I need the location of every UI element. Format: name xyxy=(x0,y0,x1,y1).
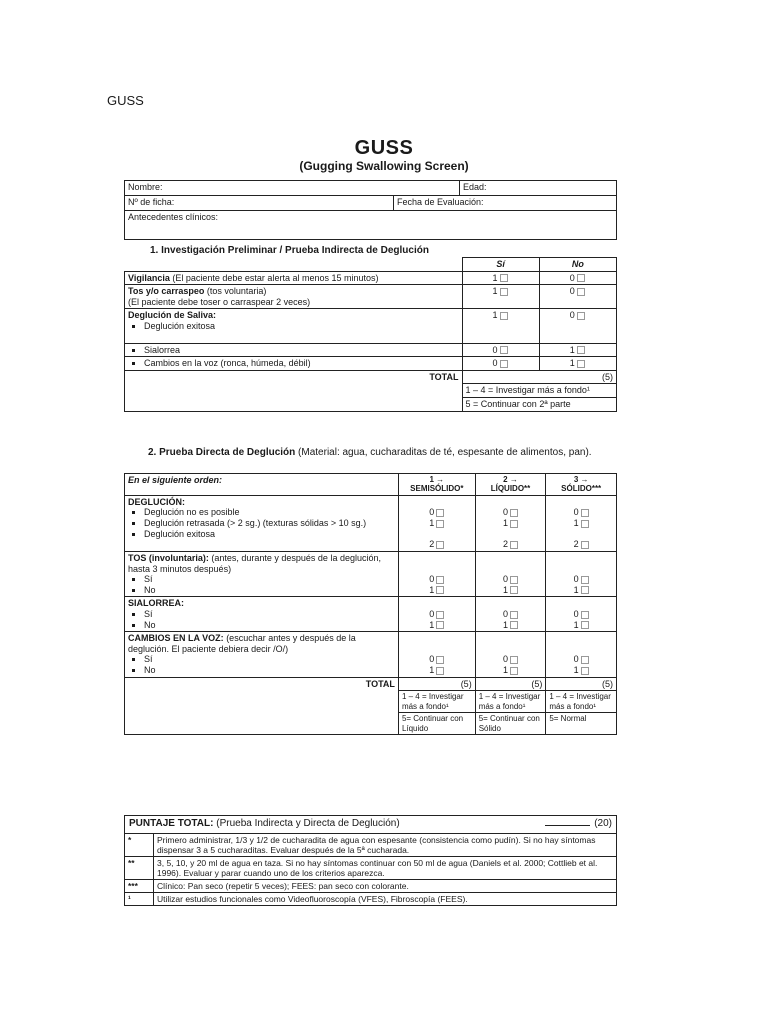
value: 1 xyxy=(429,584,435,595)
checkbox[interactable] xyxy=(581,509,589,517)
checkbox[interactable] xyxy=(510,586,518,594)
section1-heading: 1. Investigación Preliminar / Prueba Indirecta de Deglución xyxy=(150,245,429,256)
vigilancia-text: (El paciente debe estar alerta al menos 15 minutos) xyxy=(172,272,379,283)
puntaje-value: (20) xyxy=(594,818,612,829)
value: 0 xyxy=(503,654,509,665)
puntaje-total xyxy=(124,815,617,833)
checkbox[interactable] xyxy=(581,656,589,664)
result-continue: 5= Continuar con Líquido xyxy=(398,713,475,735)
checkbox[interactable] xyxy=(577,288,585,296)
value: 1 xyxy=(573,665,579,676)
voz-heading: CAMBIOS EN LA VOZ: xyxy=(128,633,224,644)
document-title: GUSS xyxy=(354,137,414,159)
checkbox[interactable] xyxy=(510,520,518,528)
option-si: ▪ Sí xyxy=(144,574,395,585)
vigilancia-row xyxy=(125,271,463,285)
checkbox[interactable] xyxy=(577,312,585,320)
value: 0 xyxy=(573,608,579,619)
checkbox[interactable] xyxy=(500,288,508,296)
note-text: Primero administrar, 1/3 y 1/2 de cucharadita de agua con espesante (consistencia como pudín). Si no hay síntomas dispensar 3 a 5 cucharaditas. Evaluar después de la 5ª cucharada. xyxy=(154,834,617,857)
section2-total-value: (5) xyxy=(398,677,475,691)
value: 0 xyxy=(429,654,435,665)
saliva-item: ▪ Cambios en la voz (ronca, húmeda, débil) xyxy=(144,358,459,369)
checkbox[interactable] xyxy=(581,667,589,675)
sialorrea-heading: SIALORREA: xyxy=(128,598,184,609)
notes-table xyxy=(124,833,617,906)
result-investigate: 1 – 4 = Investigar más a fondo¹ xyxy=(475,691,546,713)
value: 1 xyxy=(503,619,509,630)
checkbox[interactable] xyxy=(436,667,444,675)
col1-label: SEMISÓLIDO* xyxy=(410,484,464,494)
section2-total-label: TOTAL xyxy=(125,677,399,734)
checkbox[interactable] xyxy=(500,346,508,354)
checkbox[interactable] xyxy=(510,621,518,629)
section1-result-2: 5 = Continuar con 2ª parte xyxy=(462,398,616,412)
value: 1 xyxy=(429,619,435,630)
checkbox[interactable] xyxy=(500,312,508,320)
result-investigate: 1 – 4 = Investigar más a fondo¹ xyxy=(546,691,617,713)
voz-description: (escuchar antes y después de la deglución. El paciente debiera decir /O/) xyxy=(128,633,356,654)
document-subtitle: (Gugging Swallowing Screen) xyxy=(299,159,469,173)
col3-label: SÓLIDO*** xyxy=(561,484,602,494)
note-symbol: * xyxy=(125,834,154,857)
note-text: Utilizar estudios funcionales como Videofluoroscopía (VFES), Fibroscopía (FEES). xyxy=(154,893,617,906)
value: 0 xyxy=(429,507,435,518)
section2-heading-bold: 2. Prueba Directa de Deglución xyxy=(148,447,296,458)
orden-label: En el siguiente orden: xyxy=(125,474,399,496)
tos-row xyxy=(125,285,463,309)
section2-total-value: (5) xyxy=(475,677,546,691)
deglucion-item: ▪ Deglución no es posible xyxy=(144,507,395,518)
result-investigate: 1 – 4 = Investigar más a fondo¹ xyxy=(398,691,475,713)
fecha-field: Fecha de Evaluación: xyxy=(394,196,617,211)
checkbox[interactable] xyxy=(577,346,585,354)
value: 0 xyxy=(569,272,575,283)
value: 1 xyxy=(573,518,579,529)
value: 0 xyxy=(429,574,435,585)
col-si: Sí xyxy=(462,258,539,272)
col1-step: 1 → xyxy=(429,475,445,484)
value: 0 xyxy=(429,608,435,619)
deglucion-item: ▪ Deglución exitosa xyxy=(144,529,395,540)
patient-info-table xyxy=(124,180,617,240)
value: 1 xyxy=(503,518,509,529)
value: 1 xyxy=(573,619,579,630)
checkbox[interactable] xyxy=(510,576,518,584)
result-continue: 5= Continuar con Sólido xyxy=(475,713,546,735)
edad-field: Edad: xyxy=(460,181,617,196)
puntaje-text: (Prueba Indirecta y Directa de Deglución) xyxy=(216,818,400,829)
checkbox[interactable] xyxy=(577,360,585,368)
checkbox[interactable] xyxy=(436,576,444,584)
deglucion-item: ▪ Deglución retrasada (> 2 sg.) (texturas sólidas > 10 sg.) xyxy=(144,518,395,529)
note-text: 3, 5, 10, y 20 ml de agua en taza. Si no hay síntomas continuar con 50 ml de agua (Daniels et al. 2000; Cottlieb et al. 1996). Evaluar y parar cuando uno de los criterios aparezca. xyxy=(154,857,617,880)
checkbox[interactable] xyxy=(581,611,589,619)
ficha-field: Nº de ficha: xyxy=(125,196,394,211)
deglucion-block xyxy=(125,495,399,551)
tos-text2: (El paciente debe toser o carraspear 2 veces) xyxy=(128,296,311,307)
deglucion-heading: DEGLUCIÓN: xyxy=(128,496,185,507)
note-symbol: ¹ xyxy=(125,893,154,906)
section2-table xyxy=(124,473,617,735)
checkbox[interactable] xyxy=(436,611,444,619)
tos-description: (antes, durante y después de la deglución, hasta 3 minutos después) xyxy=(128,552,381,574)
checkbox[interactable] xyxy=(510,611,518,619)
value: 0 xyxy=(503,608,509,619)
section2-heading-text: (Material: agua, cucharaditas de té, espesante de alimentos, pan). xyxy=(298,447,592,458)
value: 1 xyxy=(503,665,509,676)
col-no: No xyxy=(539,258,616,272)
option-no: ▪ No xyxy=(144,585,395,596)
saliva-row xyxy=(125,309,463,343)
value: 1 xyxy=(503,584,509,595)
value: 0 xyxy=(492,358,498,369)
value: 2 xyxy=(503,539,509,550)
value: 1 xyxy=(569,358,575,369)
checkbox[interactable] xyxy=(436,656,444,664)
checkbox[interactable] xyxy=(581,576,589,584)
checkbox[interactable] xyxy=(581,520,589,528)
section1-result-1: 1 – 4 = Investigar más a fondo¹ xyxy=(462,384,616,398)
option-si: ▪ Sí xyxy=(144,654,395,665)
checkbox[interactable] xyxy=(436,621,444,629)
antecedentes-field: Antecedentes clínicos: xyxy=(125,211,617,240)
section2-heading xyxy=(148,447,608,458)
col3-step: 3 → xyxy=(573,475,589,484)
note-symbol: ** xyxy=(125,857,154,880)
tos-text: (tos voluntaria) xyxy=(206,286,267,297)
value: 1 xyxy=(429,665,435,676)
checkbox[interactable] xyxy=(500,274,508,282)
tos-heading: TOS (involuntaria): xyxy=(128,552,209,563)
checkbox[interactable] xyxy=(436,520,444,528)
checkbox[interactable] xyxy=(577,274,585,282)
value: 2 xyxy=(429,539,435,550)
nombre-field: Nombre: xyxy=(125,181,460,196)
col2-step: 2 → xyxy=(503,475,518,484)
checkbox[interactable] xyxy=(510,541,518,549)
value: 0 xyxy=(573,654,579,665)
checkbox[interactable] xyxy=(510,656,518,664)
vigilancia-label: Vigilancia xyxy=(128,272,170,283)
voz-block xyxy=(125,632,399,677)
section1-total-label: TOTAL xyxy=(125,370,463,411)
page-label: GUSS xyxy=(107,93,144,108)
checkbox[interactable] xyxy=(500,360,508,368)
result-continue: 5= Normal xyxy=(546,713,617,735)
section1-table xyxy=(124,257,617,412)
checkbox[interactable] xyxy=(581,586,589,594)
saliva-item: ▪ Sialorrea xyxy=(144,345,459,356)
option-no: ▪ No xyxy=(144,665,395,676)
sialorrea-block xyxy=(125,597,399,632)
value: 0 xyxy=(569,310,575,321)
checkbox[interactable] xyxy=(581,621,589,629)
saliva-label: Deglución de Saliva: xyxy=(128,310,217,321)
value: 1 xyxy=(492,310,498,321)
value: 1 xyxy=(429,518,435,529)
checkbox[interactable] xyxy=(436,509,444,517)
tos-block xyxy=(125,551,399,596)
checkbox[interactable] xyxy=(436,586,444,594)
value: 1 xyxy=(492,272,498,283)
value: 0 xyxy=(503,507,509,518)
puntaje-label: PUNTAJE TOTAL: xyxy=(129,818,214,829)
section1-total-value: (5) xyxy=(462,370,616,384)
col2-label: LÍQUIDO** xyxy=(490,484,531,494)
checkbox[interactable] xyxy=(510,667,518,675)
section2-total-value: (5) xyxy=(546,677,617,691)
note-text: Clínico: Pan seco (repetir 5 veces); FEES: pan seco con colorante. xyxy=(154,880,617,893)
tos-label: Tos y/o carraspeo xyxy=(128,286,205,297)
value: 0 xyxy=(569,286,575,297)
value: 0 xyxy=(573,507,579,518)
option-no: ▪ No xyxy=(144,620,395,631)
value: 0 xyxy=(573,574,579,585)
checkbox[interactable] xyxy=(436,541,444,549)
value: 1 xyxy=(573,584,579,595)
value: 0 xyxy=(492,344,498,355)
value: 1 xyxy=(492,286,498,297)
saliva-item: ▪ Deglución exitosa xyxy=(144,321,459,332)
checkbox[interactable] xyxy=(510,509,518,517)
value: 0 xyxy=(503,574,509,585)
checkbox[interactable] xyxy=(581,541,589,549)
value: 1 xyxy=(569,344,575,355)
option-si: ▪ Sí xyxy=(144,609,395,620)
value: 2 xyxy=(573,539,579,550)
note-symbol: *** xyxy=(125,880,154,893)
